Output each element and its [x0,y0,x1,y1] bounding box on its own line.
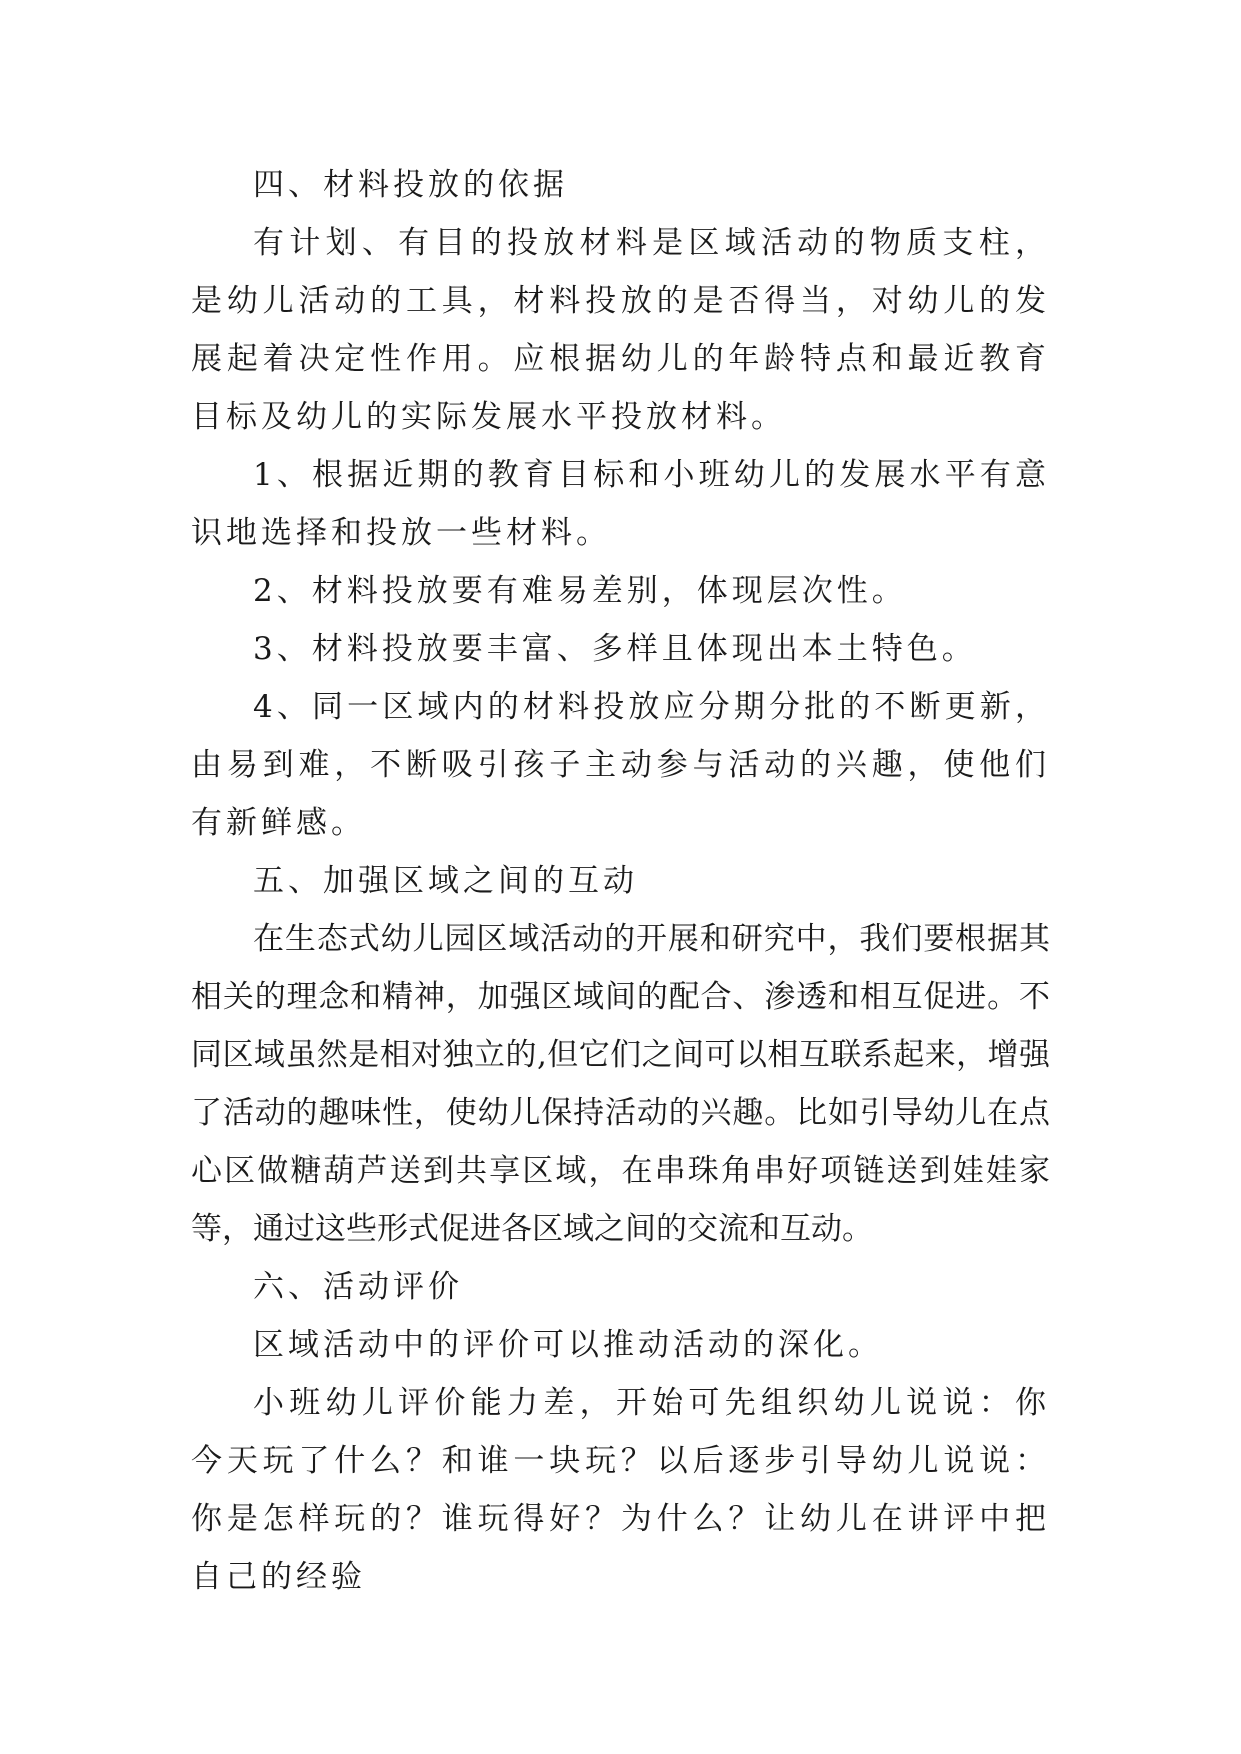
section-heading-interaction: 五、加强区域之间的互动 [253,863,638,899]
paragraph-material-importance: 有计划、有目的投放材料是区域活动的物质支柱，是幼儿活动的工具，材料投放的是否得当，对幼儿的发展起着决定性作用。应根据幼儿的年龄特点和最近教育目标及幼儿的实际发展水平投放材料。 [191,225,1050,435]
section-heading-evaluation: 六、活动评价 [253,1269,463,1305]
paragraph-evaluation-intro: 区域活动中的评价可以推动活动的深化。 [253,1327,883,1363]
paragraph-interaction: 在生态式幼儿园区域活动的开展和研究中，我们要根据其相关的理念和精神，加强区域间的配合、渗透和相互促进。不同区域虽然是相对独立的,但它们之间可以相互联系起来，增强了活动的趣味性，使幼儿保持活动的兴趣。比如引导幼儿在点心区做糖葫芦送到共享区域，在串珠角串好项链送到娃娃家等，通过这些形式促进各区域之间的交流和互动。 [191,921,1050,1247]
section-heading-material-basis: 四、材料投放的依据 [253,167,568,203]
list-item-4: 4、同一区域内的材料投放应分期分批的不断更新，由易到难，不断吸引孩子主动参与活动的兴趣，使他们有新鲜感。 [191,689,1050,841]
document-body [191,156,1050,1606]
paragraph-evaluation-detail: 小班幼儿评价能力差，开始可先组织幼儿说说：你今天玩了什么？和谁一块玩？以后逐步引导幼儿说说：你是怎样玩的？谁玩得好？为什么？让幼儿在讲评中把自己的经验 [191,1385,1050,1595]
list-item-1: 1、根据近期的教育目标和小班幼儿的发展水平有意识地选择和投放一些材料。 [191,457,1050,551]
list-item-2: 2、材料投放要有难易差别，体现层次性。 [253,573,907,609]
list-item-3: 3、材料投放要丰富、多样且体现出本土特色。 [253,631,977,667]
